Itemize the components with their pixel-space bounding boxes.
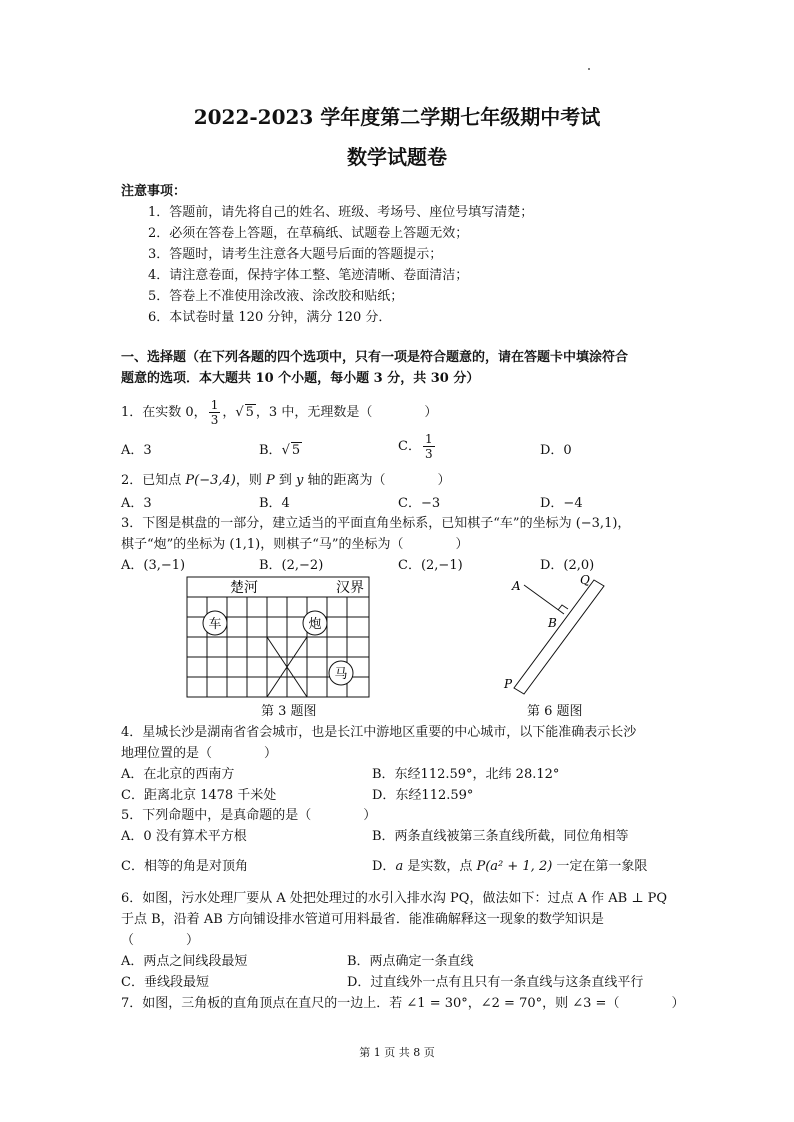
q4-option-a: A．在北京的西南方 [121,767,235,782]
fraction: $\frac{1}{3}$ [210,398,219,427]
q3-option-d: D．(2,0) [540,558,595,573]
question-4-stem: 4．星城长沙是湖南省省会城市，也是长江中游地区重要的中心城市，以下能准确表示长沙 [121,725,637,740]
q1-option-b: B．√ 5 [259,443,301,458]
corner-dot [588,68,590,70]
q3-option-a: A．(3,−1) [121,558,186,573]
notice-heading: 注意事项： [121,184,187,199]
piece-ma [329,661,353,685]
question-5-stem: 5．下列命题中，是真命题的是（ ） [121,808,377,823]
point-p-label: P [504,677,513,691]
q6-option-b: B．两点确定一条直线 [347,954,474,969]
q2-option-d: D．−4 [540,496,583,511]
page-footer: 第 1 页 共 8 页 [359,1046,435,1059]
q1-option-d: D．0 [540,443,572,458]
q4-option-c: C．距离北京 1478 千米处 [121,788,277,803]
piece-ma-label: 马 [334,667,348,682]
question-6-stem-paren: （ ） [121,933,200,948]
q5-option-a: A．0 没有算术平方根 [121,829,247,844]
q2-option-b: B．4 [259,496,290,511]
question-4-stem-cont: 地理位置的是（ ） [121,746,278,761]
chessboard-figure [186,576,370,700]
piece-pao [303,611,327,635]
q6-option-c: C．垂线段最短 [121,975,209,990]
question-7-stem: 7．如图，三角板的直角顶点在直尺的一边上．若 ∠1 = 30°，∠2 = 70°，则 ∠3 =（ ） [121,996,685,1011]
ditch-pq [514,580,604,694]
exam-subtitle: 数学试题卷 [347,145,447,169]
q2-option-a: A．3 [121,496,152,511]
notice-item: 4．请注意卷面，保持字体工整、笔迹清晰、卷面清洁； [148,268,469,283]
figure-6-caption: 第 6 题图 [527,704,583,719]
q5-option-d: D．a 是实数，点 P(a² + 1, 2) 一定在第一象限 [372,859,648,874]
piece-che [203,611,227,635]
notice-item: 1．答题前，请先将自己的姓名、班级、考场号、座位号填写清楚； [148,205,534,220]
question-3-stem-cont: 棋子“炮”的坐标为 (1,1)，则棋子“马”的坐标为（ ） [121,537,469,552]
q6-option-d: D．过直线外一点有且只有一条直线与这条直线平行 [347,975,644,990]
piece-pao-label: 炮 [308,617,322,632]
right-angle-mark [558,605,568,610]
q4-option-d: D．东经112.59° [372,788,474,803]
notice-item: 2．必须在答卷上答题，在草稿纸、试题卷上答题无效； [148,226,469,241]
drainage-figure [500,572,620,702]
notice-item: 5．答卷上不准使用涂改液、涂改胶和贴纸； [148,289,404,304]
q3-option-b: B．(2,−2) [259,558,324,573]
section-heading: 一、选择题（在下列各题的四个选项中，只有一项是符合题意的，请在答题卡中填涂符合 [121,350,629,365]
piece-che-label: 车 [208,617,222,632]
notice-item: 3．答题时，请考生注意各大题号后面的答题提示； [148,247,443,262]
point-q-label: Q [580,573,590,587]
point-a-label: A [512,579,521,593]
q2-option-c: C．−3 [398,496,441,511]
q5-option-b: B．两条直线被第三条直线所截，同位角相等 [372,829,629,844]
q6-option-a: A．两点之间线段最短 [121,954,248,969]
q5-option-c: C．相等的角是对顶角 [121,859,248,874]
exam-title: 2022-2023 学年度第二学期七年级期中考试 [193,105,601,129]
board-label-left: 楚河 [230,580,258,596]
q4-option-b: B．东经112.59°，北纬 28.12° [372,767,560,782]
question-1-stem: 1．在实数 0， $\frac{1}{3}$ ，√ 5 ，3 中，无理数是（ ） [121,398,438,427]
question-6-stem: 6．如图，污水处理厂要从 A 处把处理过的水引入排水沟 PQ，做法如下：过点 A 作 AB ⊥ PQ [121,891,668,906]
q3-option-c: C．(2,−1) [398,558,463,573]
figure-3-caption: 第 3 题图 [261,704,317,719]
question-2-stem: 2．已知点 P(−3,4)，则 P 到 y 轴的距离为（ ） [121,473,451,488]
q1-option-c: C． $\frac{1}{3}$ [398,432,433,461]
point-b-label: B [548,616,557,630]
section-heading-cont: 题意的选项．本大题共 10 个小题，每小题 3 分，共 30 分） [121,371,480,386]
question-3-stem: 3．下图是棋盘的一部分，建立适当的平面直角坐标系，已知棋子“车”的坐标为 (−3,1)， [121,516,631,531]
board-label-right: 汉界 [336,580,364,596]
q1-option-a: A．3 [121,443,152,458]
notice-item: 6．本试卷时量 120 分钟，满分 120 分． [148,310,392,325]
question-6-stem-cont: 于点 B，沿着 AB 方向铺设排水管道可用料最省．能准确解释这一现象的数学知识是 [121,912,604,927]
